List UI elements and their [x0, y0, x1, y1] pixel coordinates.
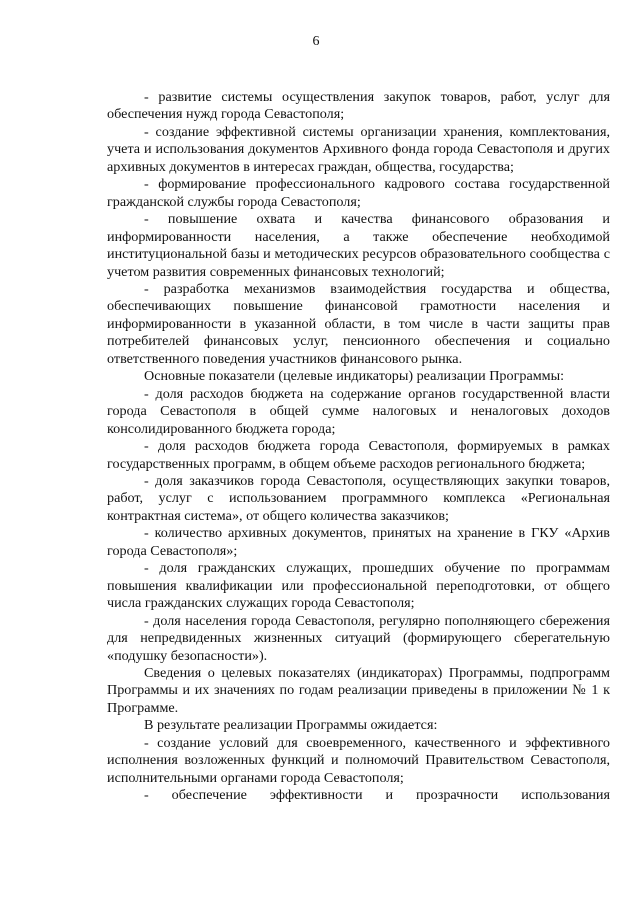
paragraph-indicator-program-expenses: - доля расходов бюджета города Севастополя, формируемых в рамках государственных программ, в общем объеме расходов регионального бюджета; — [107, 438, 610, 472]
paragraph-result-conditions: - создание условий для своевременного, качественного и эффективного исполнения возложенных функций и полномочий Правительством Севастополя, исполнительными органами города Севастополя; — [107, 734, 610, 786]
paragraph-procurement-system: - развитие системы осуществления закупок товаров, работ, услуг для обеспечения нужд города Севастополя; — [107, 89, 610, 123]
page-number: 6 — [312, 34, 320, 49]
paragraph-financial-literacy-mechanisms: - разработка механизмов взаимодействия государства и общества, обеспечивающих повышение финансовой грамотности населения и информированности в указанной области, в том числе в части защиты прав потребителей финансовых услуг, пенсионного обеспечения и социально ответственного поведения участников финансового рынка. — [107, 280, 610, 367]
paragraph-expected-results-heading: В результате реализации Программы ожидается: — [144, 717, 438, 734]
paragraph-indicator-archive-documents: - количество архивных документов, принятых на хранение в ГКУ «Архив города Севастополя»; — [107, 525, 610, 559]
paragraph-indicator-contract-system: - доля заказчиков города Севастополя, осуществляющих закупки товаров, работ, услуг с использованием программного комплекса «Региональная контрактная система», от общего количества заказчиков; — [107, 472, 610, 524]
paragraph-indicator-savings: - доля населения города Севастополя, регулярно пополняющего сбережения для непредвиденных жизненных ситуаций (формирующего сберегательную «подушку безопасности»). — [107, 612, 610, 664]
paragraph-result-efficiency: - обеспечение эффективности и прозрачности использования — [144, 787, 610, 804]
paragraph-indicators-heading: Основные показатели (целевые индикаторы) реализации Программы: — [144, 368, 565, 385]
paragraph-indicators-reference: Сведения о целевых показателях (индикаторах) Программы, подпрограмм Программы и их значениях по годам реализации приведены в приложении № 1 к Программе. — [107, 664, 610, 716]
paragraph-archive-organization: - создание эффективной системы организации хранения, комплектования, учета и использования документов Архивного фонда города Севастополя и других архивных документов в интересах граждан, общества, государства; — [107, 123, 610, 175]
paragraph-financial-education: - повышение охвата и качества финансового образования и информированности населения, а также обеспечение необходимой институциональной базы и методических ресурсов образовательного сообщества с учетом развития современных финансовых технологий; — [107, 211, 610, 280]
paragraph-indicator-training: - доля гражданских служащих, прошедших обучение по программам повышения квалификации или профессиональной переподготовки, от общего числа гражданских служащих города Севастополя; — [107, 560, 610, 612]
body-text — [107, 89, 610, 805]
paragraph-indicator-government-expenses: - доля расходов бюджета на содержание органов государственной власти города Севастополя в общей сумме налоговых и неналоговых доходов консолидированного бюджета города; — [107, 385, 610, 437]
paragraph-civil-service-staff: - формирование профессионального кадрового состава государственной гражданской службы города Севастополя; — [107, 176, 610, 210]
